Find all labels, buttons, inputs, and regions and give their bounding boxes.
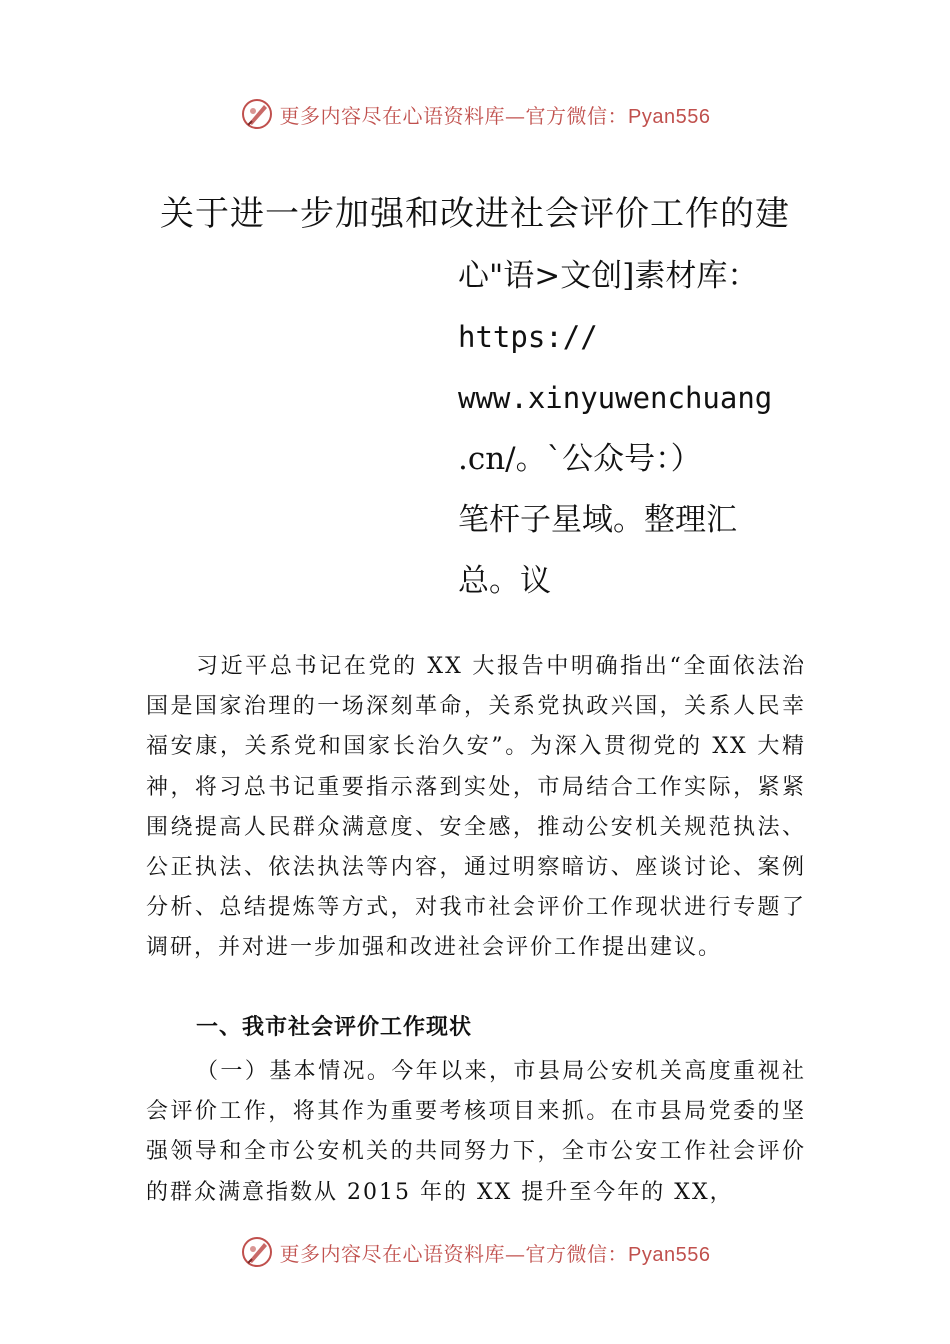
title-continuation [458, 246, 788, 612]
title-line: https:// [458, 320, 598, 354]
title-line: www.xinyuwenchuang [458, 381, 773, 415]
banner-text: 更多内容尽在心语资料库—官方微信：Pyan556 [279, 103, 711, 128]
body-paragraph: （一）基本情况。今年以来，市县局公安机关高度重视社会评价工作，将其作为重要考核项目来抓。在市县局党委的坚强领导和全市公安机关的共同努力下，全市公安工作社会评价的群众满意指数从 2015 年的 XX 提升至今年的 XX， [146, 1059, 806, 1205]
header-banner [0, 94, 950, 134]
body-paragraph: 习近平总书记在党的 XX 大报告中明确指出“全面依法治国是国家治理的一场深刻革命，关系党执政兴国，关系人民幸福安康，关系党和国家长治久安”。为深入贯彻党的 XX 大精神，将习总书记重要指示落到实处，市局结合工作实际，紧紧围绕提高人民群众满意度、安全感，推动公安机关规范执法、公正执法、依法执法等内容，通过明察暗访、座谈讨论、案例分析、总结提炼等方式，对我市社会评价工作现状进行专题了调研，并对进一步加强和改进社会评价工作提出建议。 [146, 654, 806, 961]
quill-pen-logo-icon [240, 1235, 274, 1269]
wechat-id: Pyan556 [628, 105, 711, 128]
document-title: 关于进一步加强和改进社会评价工作的建 [160, 194, 790, 234]
wechat-id: Pyan556 [628, 1243, 711, 1266]
title-line: 心"语>文创]素材库： [458, 258, 759, 294]
quill-pen-logo-icon [240, 97, 274, 131]
title-line: 笔杆子星域。整理汇 [458, 502, 737, 538]
banner-text: 更多内容尽在心语资料库—官方微信：Pyan556 [279, 1241, 711, 1266]
section-heading: 一、我市社会评价工作现状 [196, 1015, 473, 1040]
footer-banner [0, 1232, 950, 1272]
title-line: 总。议 [458, 563, 551, 599]
title-line: .cn/。`公众号：） [458, 441, 702, 477]
